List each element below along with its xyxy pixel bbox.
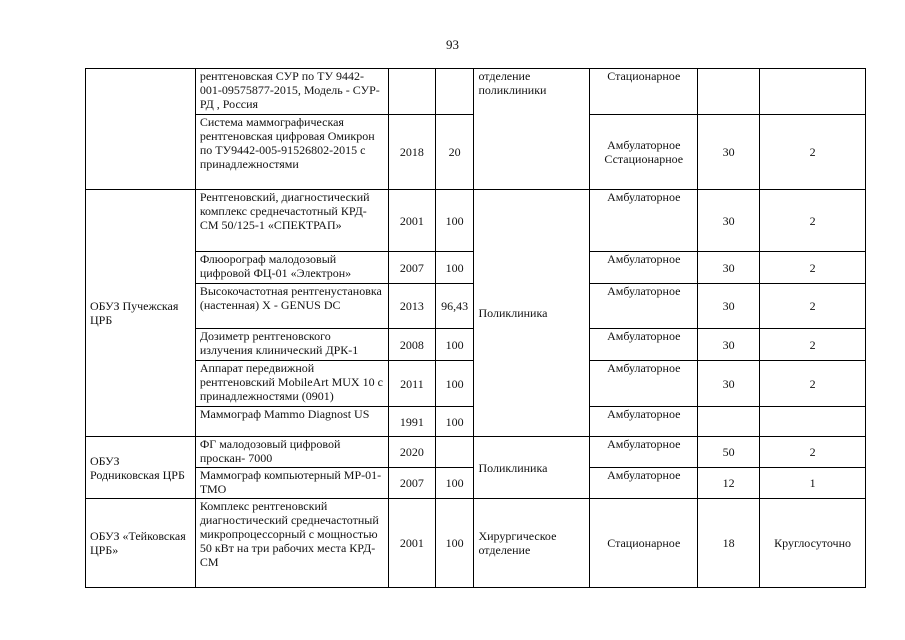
wear-cell: 100 [435,468,474,499]
year-cell: 2013 [389,284,436,329]
wear-cell: 100 [435,252,474,284]
wear-cell: 100 [435,407,474,437]
capacity-cell: 18 [698,499,760,588]
year-cell: 2001 [389,499,436,588]
shift-cell: 2 [760,329,866,361]
equipment-cell: Комплекс рентгеновский диагностический среднечастотный микропроцессорный с мощностью 50 кВт на три рабочих места КРД-СМ [195,499,388,588]
year-cell: 2018 [389,115,436,190]
department-cell: отделение поликлиники [474,69,590,190]
equipment-cell: Маммограф компьютерный МР-01-ТМО [195,468,388,499]
shift-cell [760,69,866,115]
wear-cell: 100 [435,361,474,407]
wear-cell: 100 [435,190,474,252]
equipment-cell: Высокочастотная рентгенустановка (настенная) X - GENUS DC [195,284,388,329]
equipment-cell: Флюорограф малодозовый цифровой ФЦ-01 «Электрон» [195,252,388,284]
equipment-cell: рентгеновская СУР по ТУ 9442-001-09575877-2015, Модель - СУР-РД , Россия [195,69,388,115]
department-cell: Хирургическое отделение [474,499,590,588]
mode-cell: Амбулаторное [590,329,698,361]
mode-cell: Амбулаторное [590,437,698,468]
mode-cell: Амбулаторное [590,407,698,437]
capacity-cell: 30 [698,329,760,361]
shift-cell [760,407,866,437]
shift-cell: 2 [760,115,866,190]
table-row [86,190,866,252]
shift-cell: 2 [760,252,866,284]
mode-cell: Стационарное [590,499,698,588]
wear-cell: 100 [435,499,474,588]
capacity-cell: 30 [698,115,760,190]
shift-cell: 2 [760,361,866,407]
capacity-cell: 30 [698,252,760,284]
mode-cell: Амбулаторное [590,361,698,407]
mode-cell: Стационарное [590,69,698,115]
mode-cell: Амбулаторное [590,190,698,252]
equipment-cell: Аппарат передвижной рентгеновский MobileArt MUX 10 с принадлежностями (0901) [195,361,388,407]
mode-cell: Амбулаторное Сстационарное [590,115,698,190]
table-row [86,499,866,588]
shift-cell: 1 [760,468,866,499]
organization-cell: ОБУЗ Пучежская ЦРБ [86,190,196,437]
equipment-cell: Рентгеновский, диагностический комплекс среднечастотный КРД-СМ 50/125-1 «СПЕКТРАП» [195,190,388,252]
shift-cell: 2 [760,437,866,468]
organization-cell [86,69,196,190]
equipment-cell: ФГ малодозовый цифровой проскан- 7000 [195,437,388,468]
wear-cell: 20 [435,115,474,190]
wear-cell: 100 [435,329,474,361]
mode-cell: Амбулаторное [590,252,698,284]
shift-cell: 2 [760,284,866,329]
capacity-cell: 30 [698,190,760,252]
wear-cell [435,69,474,115]
capacity-cell [698,69,760,115]
department-cell: Поликлиника [474,437,590,499]
page-number: 93 [446,37,459,52]
year-cell: 1991 [389,407,436,437]
mode-cell: Амбулаторное [590,284,698,329]
equipment-table [85,68,866,588]
department-cell: Поликлиника [474,190,590,437]
equipment-cell: Система маммографическая рентгеновская цифровая Омикрон по ТУ9442-005-91526802-2015 с принадлежностями [195,115,388,190]
table-row [86,437,866,468]
organization-cell: ОБУЗ Родниковская ЦРБ [86,437,196,499]
year-cell: 2011 [389,361,436,407]
year-cell: 2008 [389,329,436,361]
wear-cell [435,437,474,468]
capacity-cell: 30 [698,361,760,407]
year-cell: 2007 [389,252,436,284]
equipment-cell: Дозиметр рентгеновского излучения клинический ДРК-1 [195,329,388,361]
shift-cell: 2 [760,190,866,252]
year-cell [389,69,436,115]
capacity-cell: 12 [698,468,760,499]
year-cell: 2001 [389,190,436,252]
shift-cell: Круглосуточно [760,499,866,588]
table-row [86,69,866,115]
mode-cell: Амбулаторное [590,468,698,499]
equipment-cell: Маммограф Mammo Diagnost US [195,407,388,437]
capacity-cell: 50 [698,437,760,468]
organization-cell: ОБУЗ «Тейковская ЦРБ» [86,499,196,588]
capacity-cell: 30 [698,284,760,329]
capacity-cell [698,407,760,437]
year-cell: 2007 [389,468,436,499]
wear-cell: 96,43 [435,284,474,329]
year-cell: 2020 [389,437,436,468]
